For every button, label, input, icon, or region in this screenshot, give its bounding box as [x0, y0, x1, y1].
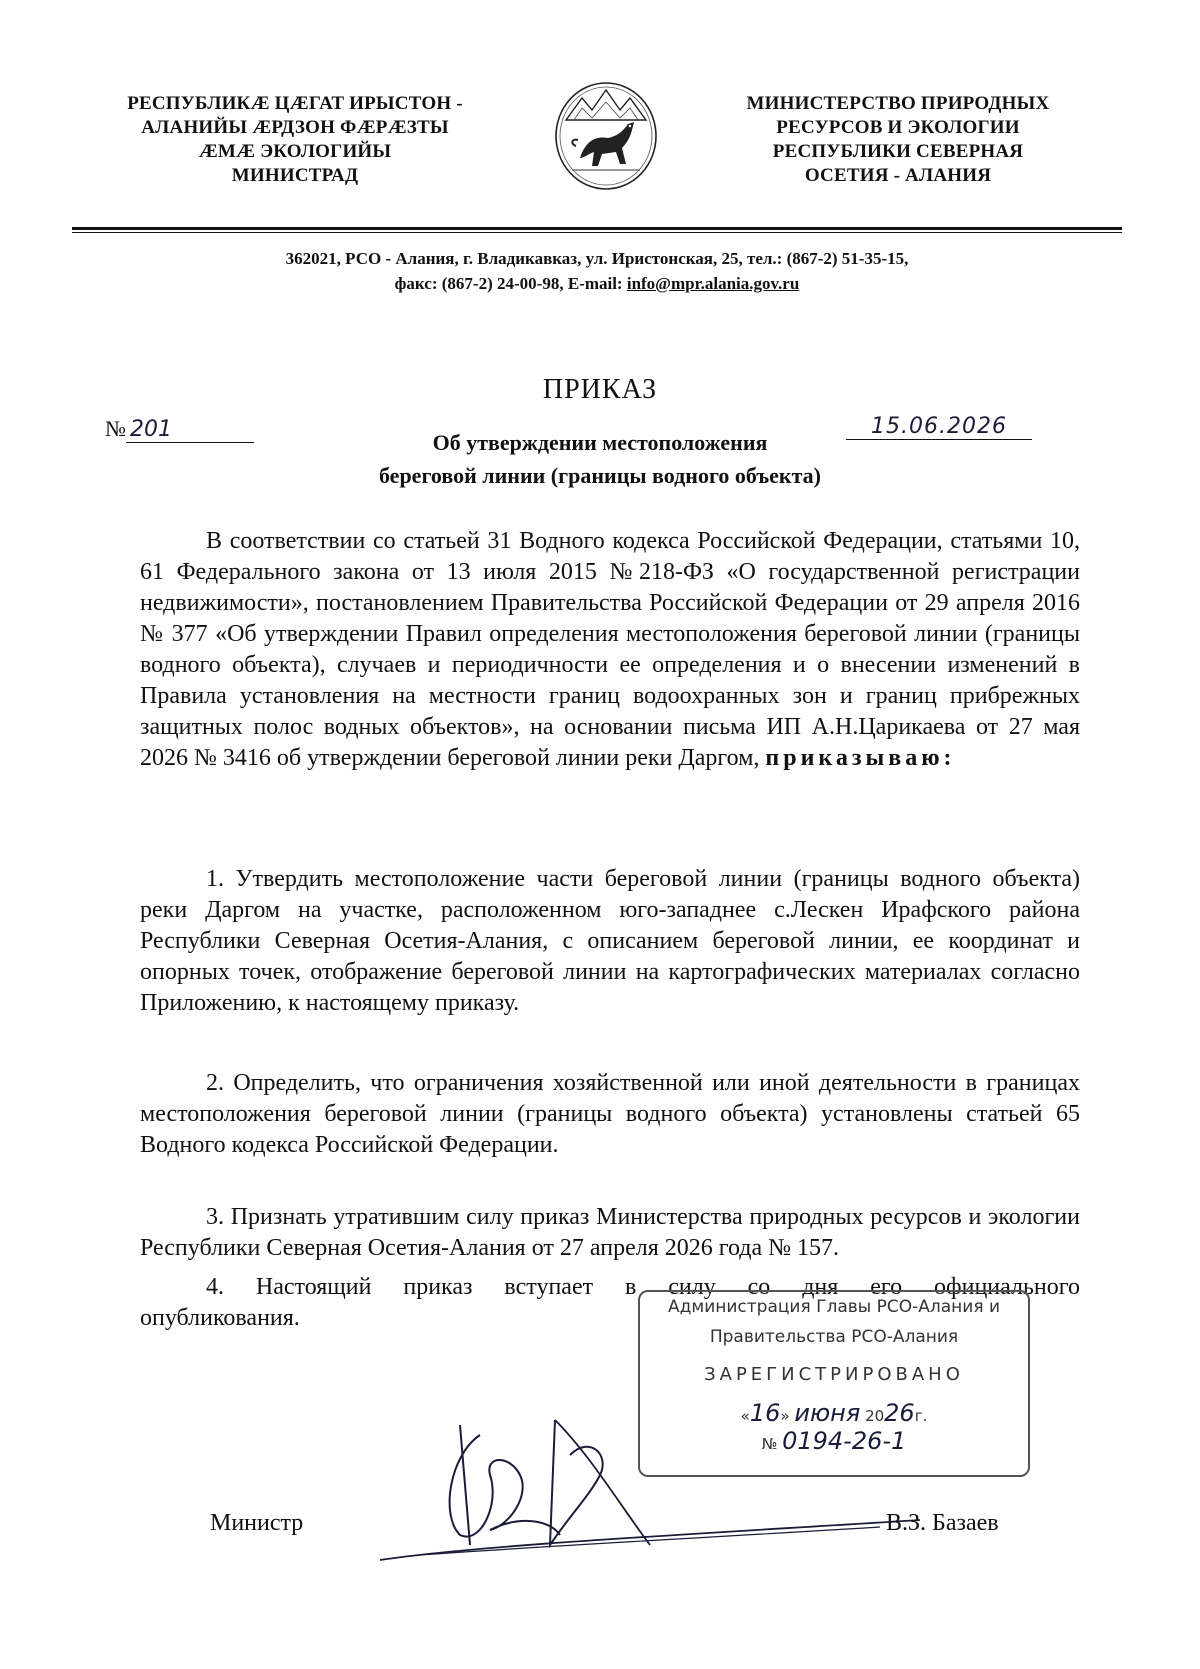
stamp-registered-label: ЗАРЕГИСТРИРОВАНО [704, 1364, 964, 1385]
header-right-line: РЕСПУБЛИКИ СЕВЕРНАЯ [772, 141, 1024, 162]
order-item-1: 1. Утвердить местоположение части береговой линии (границы водного объекта) реки Даргом на участке, расположенном юго-западнее с.Лескен Ирафского района Республики Северная Осетия-Алания, с описанием береговой линии, ее координат и опорных точек, отображение береговой линии на картографических материалах согласно Приложению, к настоящему приказу. [140, 866, 1080, 1016]
coat-of-arms-leopard-icon [552, 80, 660, 192]
stamp-quote: » [780, 1407, 790, 1425]
handwritten-signature [360, 1395, 920, 1595]
stamp-day: 16 [749, 1399, 781, 1427]
header-left-line: МИНИСТРАД [231, 165, 359, 186]
stamp-year-prefix: 20 [865, 1407, 885, 1425]
stamp-quote: « [740, 1407, 750, 1425]
stamp-number-value: 0194-26-1 [782, 1427, 907, 1455]
preamble-text: В соответствии со статьей 31 Водного кодекса Российской Федерации, статьями 10, 61 Федерального закона от 13 июля 2015 №218-ФЗ «О государственной регистрации недвижимости», постановлением Правительства Российской Федерации от 29 апреля 2016 № 377 «Об утверждении Правил определения местоположения береговой линии (границы водного объекта), случаев и периодичности ее определения и о внесении изменений в Правила установления на местности границ водоохранных зон и границ прибрежных защитных полос водных объектов», на основании письма ИП А.Н.Царикаева от 27 мая 2026 № 3416 об утверждении береговой линии реки Даргом, [140, 528, 1080, 771]
header-right-russian [698, 92, 1098, 188]
signatory-title: Министр [210, 1510, 304, 1536]
address-line: 362021, РСО - Алания, г. Владикавказ, ул. Иристонская, 25, тел.: (867-2) 51-35-15, [285, 249, 909, 268]
address-block [72, 246, 1122, 296]
stamp-line: Администрация Главы РСО-Алания и [667, 1297, 1000, 1317]
document-type: ПРИКАЗ [542, 374, 658, 405]
order-item-3: 3. Признать утратившим силу приказ Министерства природных ресурсов и экологии Республики Северная Осетия-Алания от 27 апреля 2026 года № 157. [140, 1204, 1080, 1261]
item-4-line: опубликования. [140, 1305, 300, 1331]
stamp-year-suffix: 26 [884, 1399, 915, 1427]
header-right-line: МИНИСТЕРСТВО ПРИРОДНЫХ [746, 93, 1050, 114]
subject-line: Об утверждении местоположения [432, 430, 768, 455]
document-subject [300, 426, 900, 492]
header-right-line: ОСЕТИЯ - АЛАНИЯ [804, 165, 992, 186]
handwritten-order-date: 15.06.2026 [846, 414, 1032, 440]
contact-line [72, 271, 1122, 296]
order-verb: приказываю: [765, 745, 956, 771]
item-4-line: 4. Настоящий приказ вступает в силу со дня его официального [206, 1274, 1080, 1300]
header-left-ossetian [90, 92, 500, 188]
stamp-line: Правительства РСО-Алания [709, 1327, 959, 1347]
header-left-line: ӔМӔ ЭКОЛОГИЙЫ [198, 141, 392, 162]
subject-line: береговой линии (границы водного объекта) [378, 463, 822, 488]
signatory-name: В.З. Базаев [886, 1510, 999, 1536]
preamble-paragraph [140, 526, 1080, 774]
stamp-year-unit: г. [914, 1407, 928, 1425]
stamp-number-sign: № [761, 1435, 778, 1453]
header-divider-thin [72, 232, 1122, 233]
header-right-line: РЕСУРСОВ И ЭКОЛОГИИ [776, 117, 1020, 138]
handwritten-order-number: 201 [126, 417, 254, 443]
email-link[interactable]: info@mpr.alania.gov.ru [626, 274, 800, 293]
fax-label: факс: (867-2) 24-00-98, E-mail: [394, 274, 627, 293]
number-sign: № [105, 416, 126, 441]
order-item-2: 2. Определить, что ограничения хозяйственной или иной деятельности в границах местоположения береговой линии (границы водного объекта) установлены статьей 65 Водного кодекса Российской Федерации. [140, 1070, 1080, 1158]
header-divider [72, 227, 1122, 230]
header-left-line: РЕСПУБЛИКӔ ЦӔГАТ ИРЫСТОН - [127, 93, 463, 114]
stamp-month: июня [794, 1399, 861, 1427]
header-left-line: АЛАНИЙЫ ӔРДЗОН ФӔРӔЗТЫ [141, 117, 449, 138]
order-number [105, 416, 254, 443]
